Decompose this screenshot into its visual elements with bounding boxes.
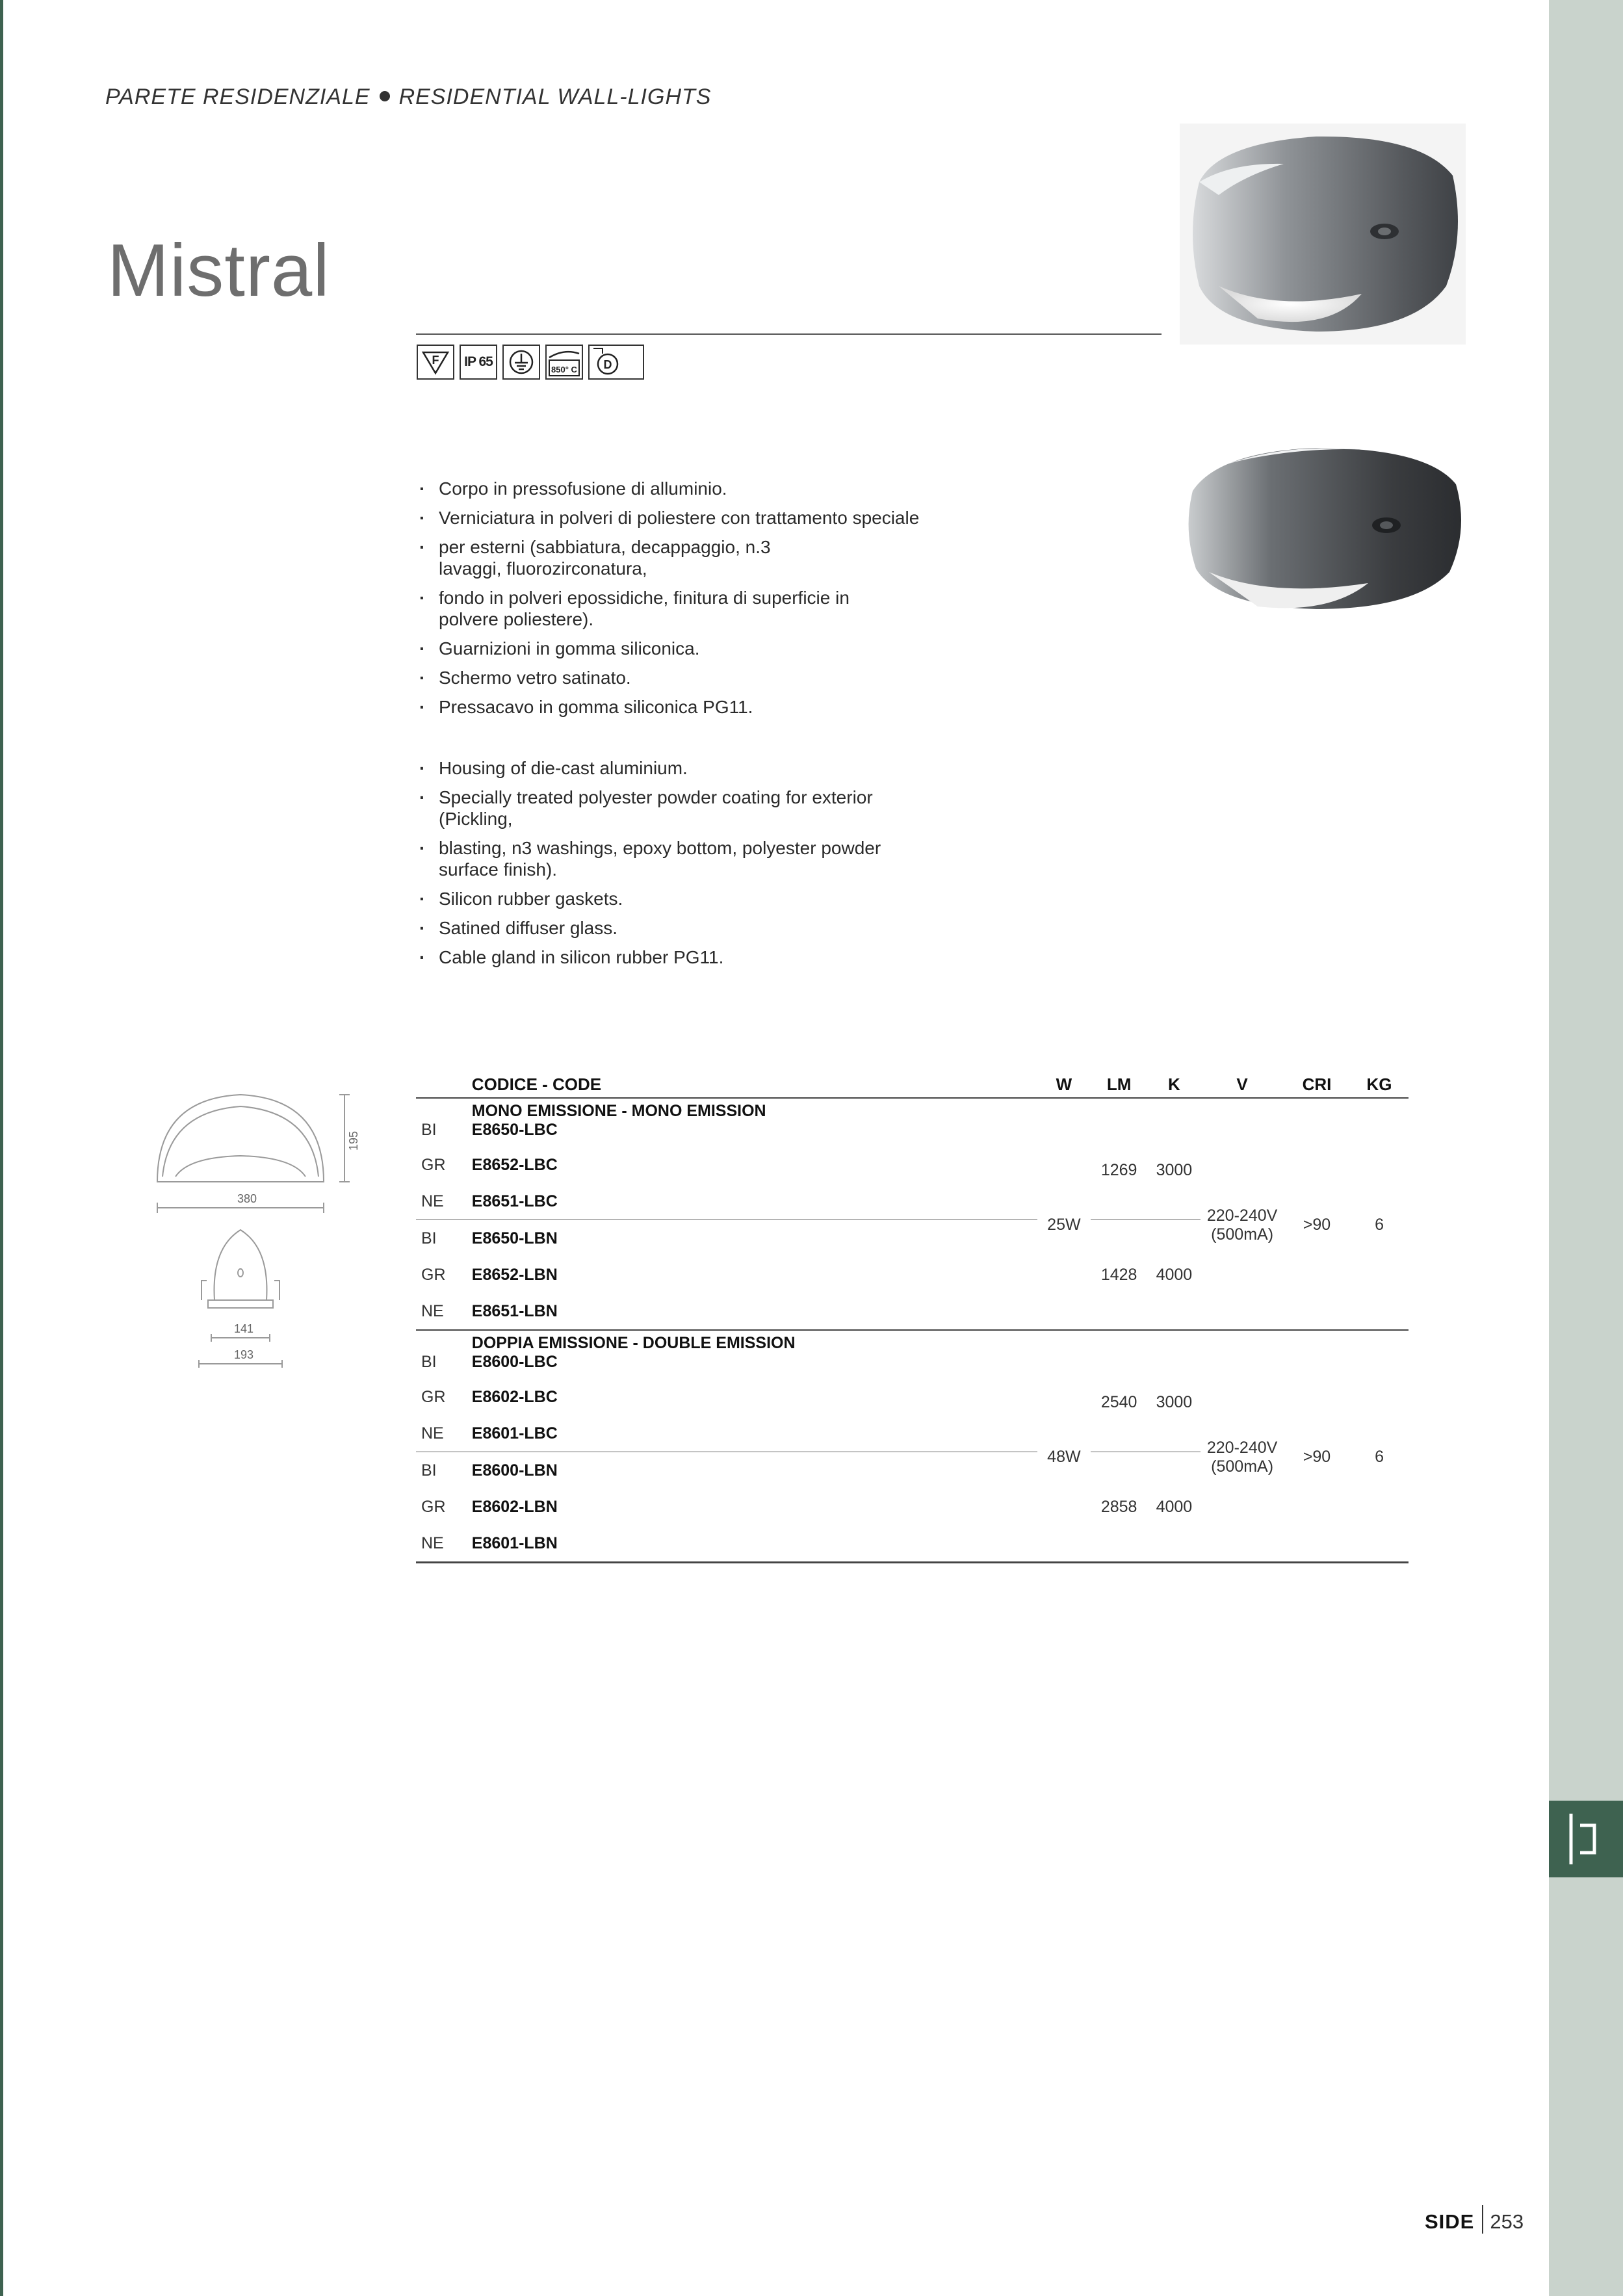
section-tab [1549, 1801, 1623, 1877]
lumen-cell: 2540 [1091, 1353, 1148, 1452]
section-title-mono: MONO EMISSIONE - MONO EMISSION [471, 1102, 766, 1120]
voltage-current: (500mA) [1211, 1225, 1274, 1244]
header-k: K [1148, 1071, 1201, 1098]
earth-class-icon [502, 345, 540, 380]
ip65-icon [460, 345, 497, 380]
weight-cell: 6 [1375, 1216, 1384, 1234]
page-header [105, 85, 711, 110]
dimension-drawing [149, 1086, 370, 1372]
color-cell: NE [416, 1415, 472, 1452]
code-cell: E8602-LBN [471, 1497, 558, 1516]
glow-wire-icon [545, 345, 583, 380]
lumen-cell: 1269 [1091, 1121, 1148, 1220]
list-item: · Corpo in pressofusione di alluminio. [419, 478, 926, 499]
header-w: W [1037, 1071, 1091, 1098]
color-cell: GR [421, 1387, 446, 1406]
color-cell: BI [421, 1229, 437, 1247]
list-item: · Verniciatura in polveri di poliestere con trattamento speciale [419, 507, 926, 528]
voltage-current: (500mA) [1211, 1457, 1274, 1476]
code-cell: E8652-LBC [471, 1155, 558, 1174]
section-tab-icon [1567, 1812, 1606, 1866]
code-cell: E8601-LBN [472, 1525, 1037, 1563]
voltage-range: 220-240V [1206, 1438, 1278, 1457]
kelvin-cell: 3000 [1148, 1353, 1201, 1452]
product-photo-dark [1180, 439, 1466, 621]
color-cell: NE [416, 1183, 472, 1220]
list-item: · blasting, n3 washings, epoxy bottom, polyester powder surface finish). [419, 837, 894, 880]
f-mark-icon [417, 345, 454, 380]
list-item: · fondo in polveri epossidiche, finitura di superficie in polvere poliestere). [419, 587, 907, 630]
voltage-cell [1201, 1121, 1284, 1330]
lumen-cell: 2858 [1091, 1452, 1148, 1563]
list-item: · per esterni (sabbiatura, decappaggio, n.3 lavaggi, fluorozirconatura, [419, 536, 816, 579]
color-cell: NE [416, 1293, 472, 1330]
table-row [416, 1121, 1409, 1147]
cri-cell: >90 [1303, 1216, 1331, 1234]
header-cri: CRI [1284, 1071, 1350, 1098]
header-code: CODICE - CODE [472, 1071, 1037, 1098]
side-band [1549, 0, 1623, 2296]
header-kg: KG [1350, 1071, 1409, 1098]
brand-name: SIDE [1425, 2210, 1475, 2234]
d-mark-icon [588, 345, 644, 380]
header-lm: LM [1091, 1071, 1148, 1098]
voltage-cell [1201, 1353, 1284, 1563]
header-category-en: RESIDENTIAL WALL-LIGHTS [398, 85, 712, 109]
code-cell: E8651-LBN [472, 1293, 1037, 1330]
list-item: · Schermo vetro satinato. [419, 667, 926, 688]
voltage-range: 220-240V [1206, 1206, 1278, 1225]
footer-separator [1482, 2205, 1483, 2234]
cri-cell: >90 [1284, 1353, 1350, 1563]
specification-table [416, 1071, 1409, 1563]
ip65-label: IP 65 [464, 354, 493, 369]
watt-cell: 48W [1037, 1353, 1091, 1563]
left-accent-line [0, 0, 3, 2296]
code-cell: E8650-LBC [471, 1121, 558, 1139]
color-cell: BI [421, 1353, 437, 1371]
weight-cell: 6 [1350, 1353, 1409, 1563]
table-row [416, 1353, 1409, 1379]
color-cell: BI [421, 1461, 437, 1480]
color-cell: BI [421, 1121, 437, 1139]
code-cell: E8600-LBC [471, 1353, 558, 1371]
title-divider [416, 333, 1162, 335]
dim-width: 380 [237, 1192, 257, 1205]
dim-depth-inner: 141 [233, 1322, 254, 1335]
dim-height: 195 [347, 1130, 360, 1151]
color-cell: GR [421, 1265, 446, 1284]
features-list-en [419, 757, 926, 976]
code-cell: E8601-LBC [472, 1415, 1037, 1452]
lumen-cell: 1428 [1100, 1265, 1137, 1284]
code-cell: E8652-LBN [471, 1265, 558, 1284]
header-category-it: PARETE RESIDENZIALE [105, 85, 370, 109]
kelvin-cell: 4000 [1148, 1452, 1201, 1563]
code-cell: E8600-LBN [471, 1461, 558, 1480]
header-v: V [1201, 1071, 1284, 1098]
code-cell: E8650-LBN [471, 1229, 558, 1247]
section-title-double: DOPPIA EMISSIONE - DOUBLE EMISSION [472, 1330, 1037, 1353]
code-cell: E8651-LBC [472, 1183, 1037, 1220]
d-mark-label: D [603, 358, 612, 371]
color-cell: GR [421, 1497, 446, 1516]
page-number: 253 [1490, 2210, 1524, 2234]
watt-cell: 25W [1047, 1216, 1081, 1234]
product-title: Mistral [107, 229, 330, 312]
kelvin-cell: 4000 [1156, 1265, 1193, 1284]
list-item: · Silicon rubber gaskets. [419, 888, 926, 909]
list-item: · Pressacavo in gomma siliconica PG11. [419, 696, 926, 718]
list-item: · Satined diffuser glass. [419, 917, 926, 939]
glow-wire-label: 850° C [551, 365, 577, 374]
color-cell: GR [421, 1155, 446, 1174]
list-item: · Cable gland in silicon rubber PG11. [419, 946, 926, 968]
list-item: · Specially treated polyester powder coating for exterior (Pickling, [419, 787, 907, 829]
list-item: · Guarnizioni in gomma siliconica. [419, 638, 926, 659]
kelvin-cell: 3000 [1148, 1121, 1201, 1220]
product-photo-grey [1180, 124, 1466, 345]
color-cell: NE [416, 1525, 472, 1563]
dim-depth: 193 [233, 1348, 254, 1361]
page-footer [1425, 2209, 1524, 2237]
code-cell: E8602-LBC [471, 1387, 558, 1406]
certification-icons [417, 345, 644, 380]
f-mark-label: F [432, 354, 439, 367]
bullet-dot-icon [380, 91, 390, 101]
features-list-it [419, 478, 926, 725]
list-item: · Housing of die-cast aluminium. [419, 757, 926, 779]
